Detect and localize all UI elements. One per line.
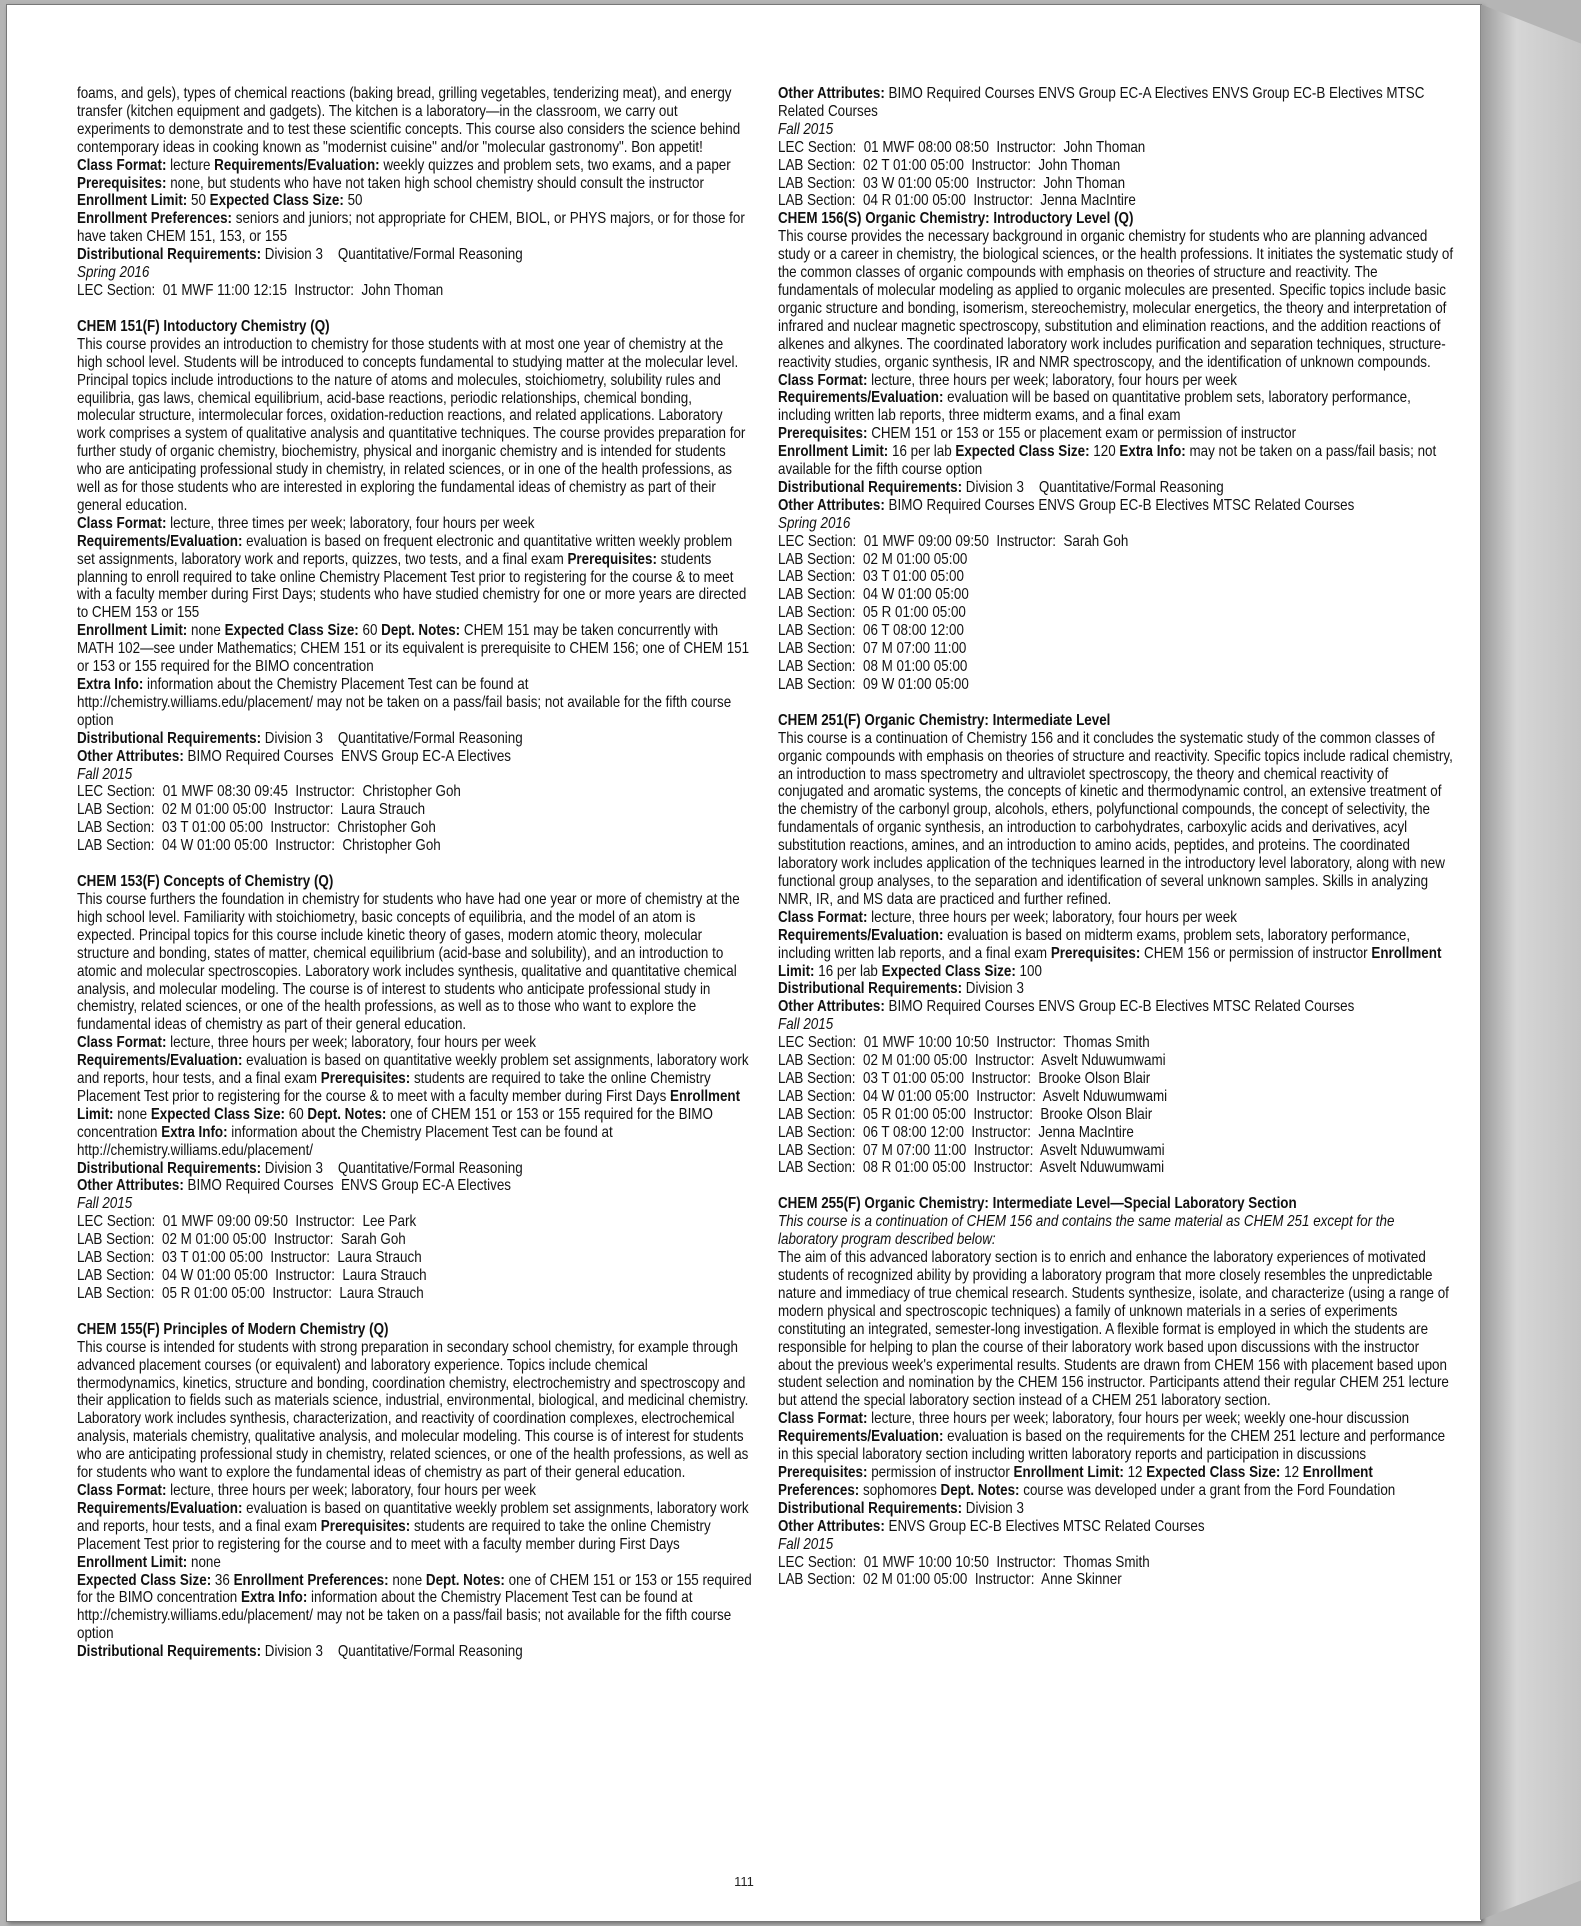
course-chem251 [778, 712, 1453, 1178]
section-line: LAB Section: 05 R 01:00 05:00 Instructor: Brooke Olson Blair [778, 1105, 1153, 1123]
section-line: LAB Section: 02 T 01:00 05:00 Instructor: John Thoman [778, 156, 1121, 174]
section-line: LAB Section: 03 T 01:00 05:00 Instructor: Laura Strauch [77, 1249, 422, 1267]
section-line: LAB Section: 04 W 01:00 05:00 Instructor: Laura Strauch [77, 1267, 427, 1284]
section-line: LEC Section: 01 MWF 10:00 10:50 Instructor: Thomas Smith [778, 1553, 1150, 1571]
course-title: CHEM 251(F) Organic Chemistry: Intermediate Level [778, 711, 1111, 729]
course-details: Class Format: lecture, three times per week; laboratory, four hours per week Requirements/Evaluation: evaluation is based on frequent electronic and quantitative written weekly problem set assignments, laboratory work and reports, quizzes, two tests, and a final exam Prerequisites: students planning to enroll required to take online Chemistry Placement Test prior to registering for the course & to meet with a faculty member during First Days; students who have studied chemistry for one or more years are directed to CHEM 153 or 155 Enrollment Limit: none Expected Class Size: 60 Dept. Notes: CHEM 151 may be taken concurrently with MATH 102—see under Mathematics; CHEM 151 or its equivalent is prerequisite to CHEM 156; one of CHEM 151 or 153 or 155 required for the BIMO concentration Extra Info: information about the Chemistry Placement Test can be found at http://chemistry.williams.edu/placement/ may not be taken on a pass/fail basis; not available for the fifth course option Distributional Requirements: Division 3 Quantitative/Formal Reasoning Other Attributes: BIMO Required Courses ENVS Group EC-A Electives [77, 514, 750, 765]
section-line: LAB Section: 05 R 01:00 05:00 [778, 604, 966, 622]
section-line: LEC Section: 01 MWF 08:30 09:45 Instructor: Christopher Goh [77, 783, 461, 801]
course-title: CHEM 255(F) Organic Chemistry: Intermediate Level—Special Laboratory Section [778, 1195, 1297, 1213]
section-line: LEC Section: 01 MWF 09:00 09:50 Instructor: Lee Park [77, 1213, 417, 1231]
section-line: LAB Section: 02 M 01:00 05:00 Instructor: Laura Strauch [77, 801, 426, 819]
page-edge-shadow [1480, 4, 1581, 1920]
term-label: Fall 2015 [77, 1195, 133, 1213]
section-line: LEC Section: 01 MWF 10:00 10:50 Instructor: Thomas Smith [778, 1034, 1150, 1052]
course-description: The aim of this advanced laboratory section is to enrich and enhance the laboratory experiences of motivated students of recognized ability by providing a laboratory program that more closely resembles the unpredictable nature and immediacy of true chemical research. Students synthesize, isolate, and characterize (using a range of modern physical and spectroscopic techniques) a family of unknown materials in a series of experiments constituting an integrated, semester-long investigation. A flexible format is employed in which the students are responsible for helping to plan the course of their laboratory work based upon discussions with the instructor about the previous week's experimental results. Students are drawn from CHEM 156 with placement based upon student selection and nomination by the CHEM 156 instructor. Participants attend their regular CHEM 251 lecture but attend the special laboratory section instead of a CHEM 251 laboratory section. [778, 1249, 1449, 1410]
section-line: LAB Section: 05 R 01:00 05:00 Instructor: Laura Strauch [77, 1284, 424, 1302]
section-line: LAB Section: 09 W 01:00 05:00 [778, 675, 969, 693]
section-line: LEC Section: 01 MWF 08:00 08:50 Instructor: John Thoman [778, 138, 1146, 156]
section-line: LAB Section: 04 W 01:00 05:00 Instructor: Asvelt Nduwumwami [778, 1087, 1168, 1105]
term-label: Fall 2015 [778, 1535, 834, 1553]
course-subtitle: This course is a continuation of CHEM 156 and contains the same material as CHEM 251 except for the laboratory program described below: [778, 1213, 1395, 1249]
section-line: LAB Section: 07 M 07:00 11:00 Instructor: Asvelt Nduwumwami [778, 1141, 1165, 1159]
left-column [77, 85, 752, 1661]
page-number: 111 [734, 1874, 754, 1889]
course-chem153 [77, 873, 752, 1303]
course-description: This course is intended for students with strong preparation in secondary school chemistry, for example through advanced placement courses (or equivalent) and laboratory experience. Topics include chemical thermodynamics, kinetics, structure and bonding, coordination chemistry, electrochemistry and spectroscopy and their application to fields such as materials science, industrial, environmental, biological, and medicinal chemistry. Laboratory work includes synthesis, characterization, and reactivity of coordination complexes, electrochemical analysis, materials chemistry, qualitative analysis, and molecular modeling. This course is of interest for students who are anticipating professional study in chemistry, related sciences, or one of the health professions, as well as for students who want to explore the fundamental ideas of chemistry as part of their general education. [77, 1338, 749, 1482]
course-description: This course furthers the foundation in chemistry for students who have had one year or more of chemistry at the high school level. Familiarity with stoichiometry, basic concepts of equilibria, and the model of an atom is expected. Principal topics for this course include kinetic theory of gases, modern atomic theory, molecular structure and bonding, states of matter, chemical equilibrium (acid-base and solubility), and an introduction to atomic and molecular spectroscopies. Laboratory work includes synthesis, qualitative and quantitative chemical analysis, and molecular modeling. The course is of interest to students who anticipate professional study in chemistry, related sciences, or one of the health professions, as well as to those who want to explore the fundamental ideas of chemistry as part of their general education. [77, 890, 740, 1034]
course-title: CHEM 153(F) Concepts of Chemistry (Q) [77, 873, 334, 891]
term-label: Fall 2015 [778, 1016, 834, 1034]
course-description: foams, and gels), types of chemical reactions (baking bread, grilling vegetables, tenderizing meat), and energy transfer (kitchen equipment and gadgets). The kitchen is a laboratory—in the classroom, we carry out experiments to demonstrate and to test these scientific concepts. This course also considers the science behind contemporary ideas in cooking known as "modernist cuisine" and/or "molecular gastronomy". Bon appetit! [77, 85, 741, 156]
section-line: LEC Section: 01 MWF 09:00 09:50 Instructor: Sarah Goh [778, 532, 1129, 550]
course-title: CHEM 155(F) Principles of Modern Chemistry (Q) [77, 1320, 389, 1338]
section-line: LAB Section: 04 W 01:00 05:00 [778, 586, 969, 604]
course-chem155-continued [778, 85, 1453, 210]
course-chem155 [77, 1321, 752, 1661]
section-line: LAB Section: 08 M 01:00 05:00 [778, 658, 968, 675]
course-details: Other Attributes: BIMO Required Courses ENVS Group EC-A Electives ENVS Group EC-B Electives MTSC Related Courses [778, 85, 1425, 120]
course-description: This course provides an introduction to chemistry for those students with at most one year of chemistry at the high school level. Students will be introduced to concepts fundamental to studying matter at the molecular level. Principal topics include introductions to the nature of atoms and molecules, stoichiometry, solubility rules and equilibria, gas laws, chemical equilibrium, acid-base reactions, periodic relationships, chemical bonding, molecular structure, intermolecular forces, oxidation-reduction reactions, and related applications. Laboratory work comprises a system of qualitative analysis and quantitative techniques. The course provides preparation for further study of organic chemistry, biochemistry, physical and inorganic chemistry and is intended for students who are anticipating professional study in chemistry, in related sciences, or in one of the health professions, as well as for those students who are interested in exploring the fundamental ideas of chemistry as part of their general education. [77, 335, 746, 514]
section-line: LAB Section: 03 W 01:00 05:00 Instructor: John Thoman [778, 174, 1126, 192]
term-label: Fall 2015 [77, 765, 133, 783]
section-line: LAB Section: 02 M 01:00 05:00 [778, 550, 968, 568]
course-description: This course provides the necessary background in organic chemistry for students who are planning advanced study or a career in chemistry, the biological sciences, or the health professions. It initiates the systematic study of the common classes of organic compounds with emphasis on theories of structure and reactivity. The fundamentals of molecular modeling as applied to organic molecules are presented. Specific topics include basic organic structure and bonding, isomerism, stereochemistry, molecular energetics, the theory and interpretation of infrared and nuclear magnetic spectroscopy, substitution and elimination reactions, and the addition reactions of alkenes and alkynes. The coordinated laboratory work includes purification and separation techniques, structure-reactivity studies, organic synthesis, IR and NMR spectroscopy, and the identification of unknown compounds. [778, 228, 1454, 371]
course-chem255 [778, 1195, 1453, 1589]
course-chem151 [77, 318, 752, 855]
section-line: LAB Section: 04 R 01:00 05:00 Instructor: Jenna MacIntire [778, 192, 1136, 210]
section-line: LAB Section: 02 M 01:00 05:00 Instructor: Sarah Goh [77, 1231, 406, 1249]
catalog-page [6, 4, 1482, 1922]
section-line: LAB Section: 06 T 08:00 12:00 Instructor: Jenna MacIntire [778, 1123, 1134, 1141]
course-details: Class Format: lecture, three hours per week; laboratory, four hours per week Requirements/Evaluation: evaluation is based on midterm exams, problem sets, laboratory performance, including written lab reports, and a final exam Prerequisites: CHEM 156 or permission of instructor Enrollment Limit: 16 per lab Expected Class Size: 100 Distributional Requirements: Division 3 Other Attributes: BIMO Required Courses ENVS Group EC-B Electives MTSC Related Courses [778, 908, 1442, 1016]
right-column [778, 85, 1453, 1589]
section-line: LAB Section: 02 M 01:00 05:00 Instructor: Asvelt Nduwumwami [778, 1052, 1166, 1070]
course-description: This course is a continuation of Chemistry 156 and it concludes the systematic study of the common classes of organic compounds with emphasis on theories of structure and reactivity. Specific topics include radical chemistry, an introduction to mass spectrometry and ultraviolet spectroscopy, the theory and chemical reactivity of conjugated and aromatic systems, the concepts of kinetic and thermodynamic control, an extensive treatment of the chemistry of the carbonyl group, alcohols, ethers, polyfunctional compounds, the concept of selectivity, the fundamentals of organic synthesis, an introduction to carbohydrates, carboxylic acids and derivatives, acyl substitution reactions, amines, and an introduction to amino acids, peptides, and proteins. The coordinated laboratory work includes application of the techniques learned in the introductory level laboratory, along with new functional group analyses, to the separation and identification of several unknown samples. Skills in analyzing NMR, IR, and MS data are practiced and further refined. [778, 729, 1453, 908]
section-line: LAB Section: 08 R 01:00 05:00 Instructor: Asvelt Nduwumwami [778, 1159, 1165, 1177]
section-line: LAB Section: 03 T 01:00 05:00 Instructor: Brooke Olson Blair [778, 1069, 1151, 1087]
section-line: LAB Section: 04 W 01:00 05:00 Instructor: Christopher Goh [77, 837, 441, 855]
course-details: Class Format: lecture, three hours per week; laboratory, four hours per week Requirements/Evaluation: evaluation is based on quantitative weekly problem set assignments, laboratory work and reports, hour tests, and a final exam Prerequisites: students are required to take the online Chemistry Placement Test prior to registering for the course & to meet with a faculty member during First Days Enrollment Limit: none Expected Class Size: 60 Dept. Notes: one of CHEM 151 or 153 or 155 required for the BIMO concentration Extra Info: information about the Chemistry Placement Test can be found at http://chemistry.williams.edu/placement/ Distributional Requirements: Division 3 Quantitative/Formal Reasoning Other Attributes: BIMO Required Courses ENVS Group EC-A Electives [77, 1034, 749, 1195]
term-label: Spring 2016 [77, 264, 150, 282]
section-line: LAB Section: 07 M 07:00 11:00 [778, 640, 967, 658]
section-line: LAB Section: 02 M 01:00 05:00 Instructor: Anne Skinner [778, 1571, 1122, 1589]
course-title: CHEM 156(S) Organic Chemistry: Introductory Level (Q) [778, 210, 1134, 228]
course-chem156 [778, 210, 1453, 693]
section-line: LAB Section: 06 T 08:00 12:00 [778, 622, 964, 640]
course-details: Class Format: lecture, three hours per week; laboratory, four hours per week; weekly one-hour discussion Requirements/Evaluation: evaluation is based on the requirements for the CHEM 251 lecture and performance in this special laboratory section including written laboratory reports and participation in discussions Prerequisites: permission of instructor Enrollment Limit: 12 Expected Class Size: 12 Enrollment Preferences: sophomores Dept. Notes: course was developed under a grant from the Ford Foundation Distributional Requirements: Division 3 Other Attributes: ENVS Group EC-B Electives MTSC Related Courses [778, 1410, 1446, 1535]
course-details: Class Format: lecture, three hours per week; laboratory, four hours per week Requirements/Evaluation: evaluation is based on quantitative weekly problem set assignments, laboratory work and reports, hour tests, and a final exam Prerequisites: students are required to take the online Chemistry Placement Test prior to registering for the course and to meet with a faculty member during First Days Enrollment Limit: none Expected Class Size: 36 Enrollment Preferences: none Dept. Notes: one of CHEM 151 or 153 or 155 required for the BIMO concentration Extra Info: information about the Chemistry Placement Test can be found at http://chemistry.williams.edu/placement/ may not be taken on a pass/fail basis; not available for the fifth course option Distributional Requirements: Division 3 Quantitative/Formal Reasoning [77, 1481, 752, 1661]
term-label: Fall 2015 [778, 120, 834, 138]
course-details: Class Format: lecture Requirements/Evaluation: weekly quizzes and problem sets, two exams, and a paper Prerequisites: none, but students who have not taken high school chemistry should consult the instructor Enrollment Limit: 50 Expected Class Size: 50 Enrollment Preferences: seniors and juniors; not appropriate for CHEM, BIOL, or PHYS majors, or for those for have taken CHEM 151, 153, or 155 Distributional Requirements: Division 3 Quantitative/Formal Reasoning [77, 156, 745, 264]
section-line: LAB Section: 03 T 01:00 05:00 [778, 568, 964, 586]
course-details: Class Format: lecture, three hours per week; laboratory, four hours per week Requirements/Evaluation: evaluation will be based on quantitative problem sets, laboratory performance, including written lab reports, three midterm exams, and a final exam Prerequisites: CHEM 151 or 153 or 155 or placement exam or permission of instructor Enrollment Limit: 16 per lab Expected Class Size: 120 Extra Info: may not be taken on a pass/fail basis; not available for the fifth course option Distributional Requirements: Division 3 Quantitative/Formal Reasoning Other Attributes: BIMO Required Courses ENVS Group EC-B Electives MTSC Related Courses [778, 371, 1437, 514]
section-line: LAB Section: 03 T 01:00 05:00 Instructor: Christopher Goh [77, 819, 436, 837]
section-line: LEC Section: 01 MWF 11:00 12:15 Instructor: John Thoman [77, 281, 444, 299]
course-title: CHEM 151(F) Intoductory Chemistry (Q) [77, 317, 330, 335]
intro-course-continued [77, 85, 752, 300]
term-label: Spring 2016 [778, 514, 851, 532]
